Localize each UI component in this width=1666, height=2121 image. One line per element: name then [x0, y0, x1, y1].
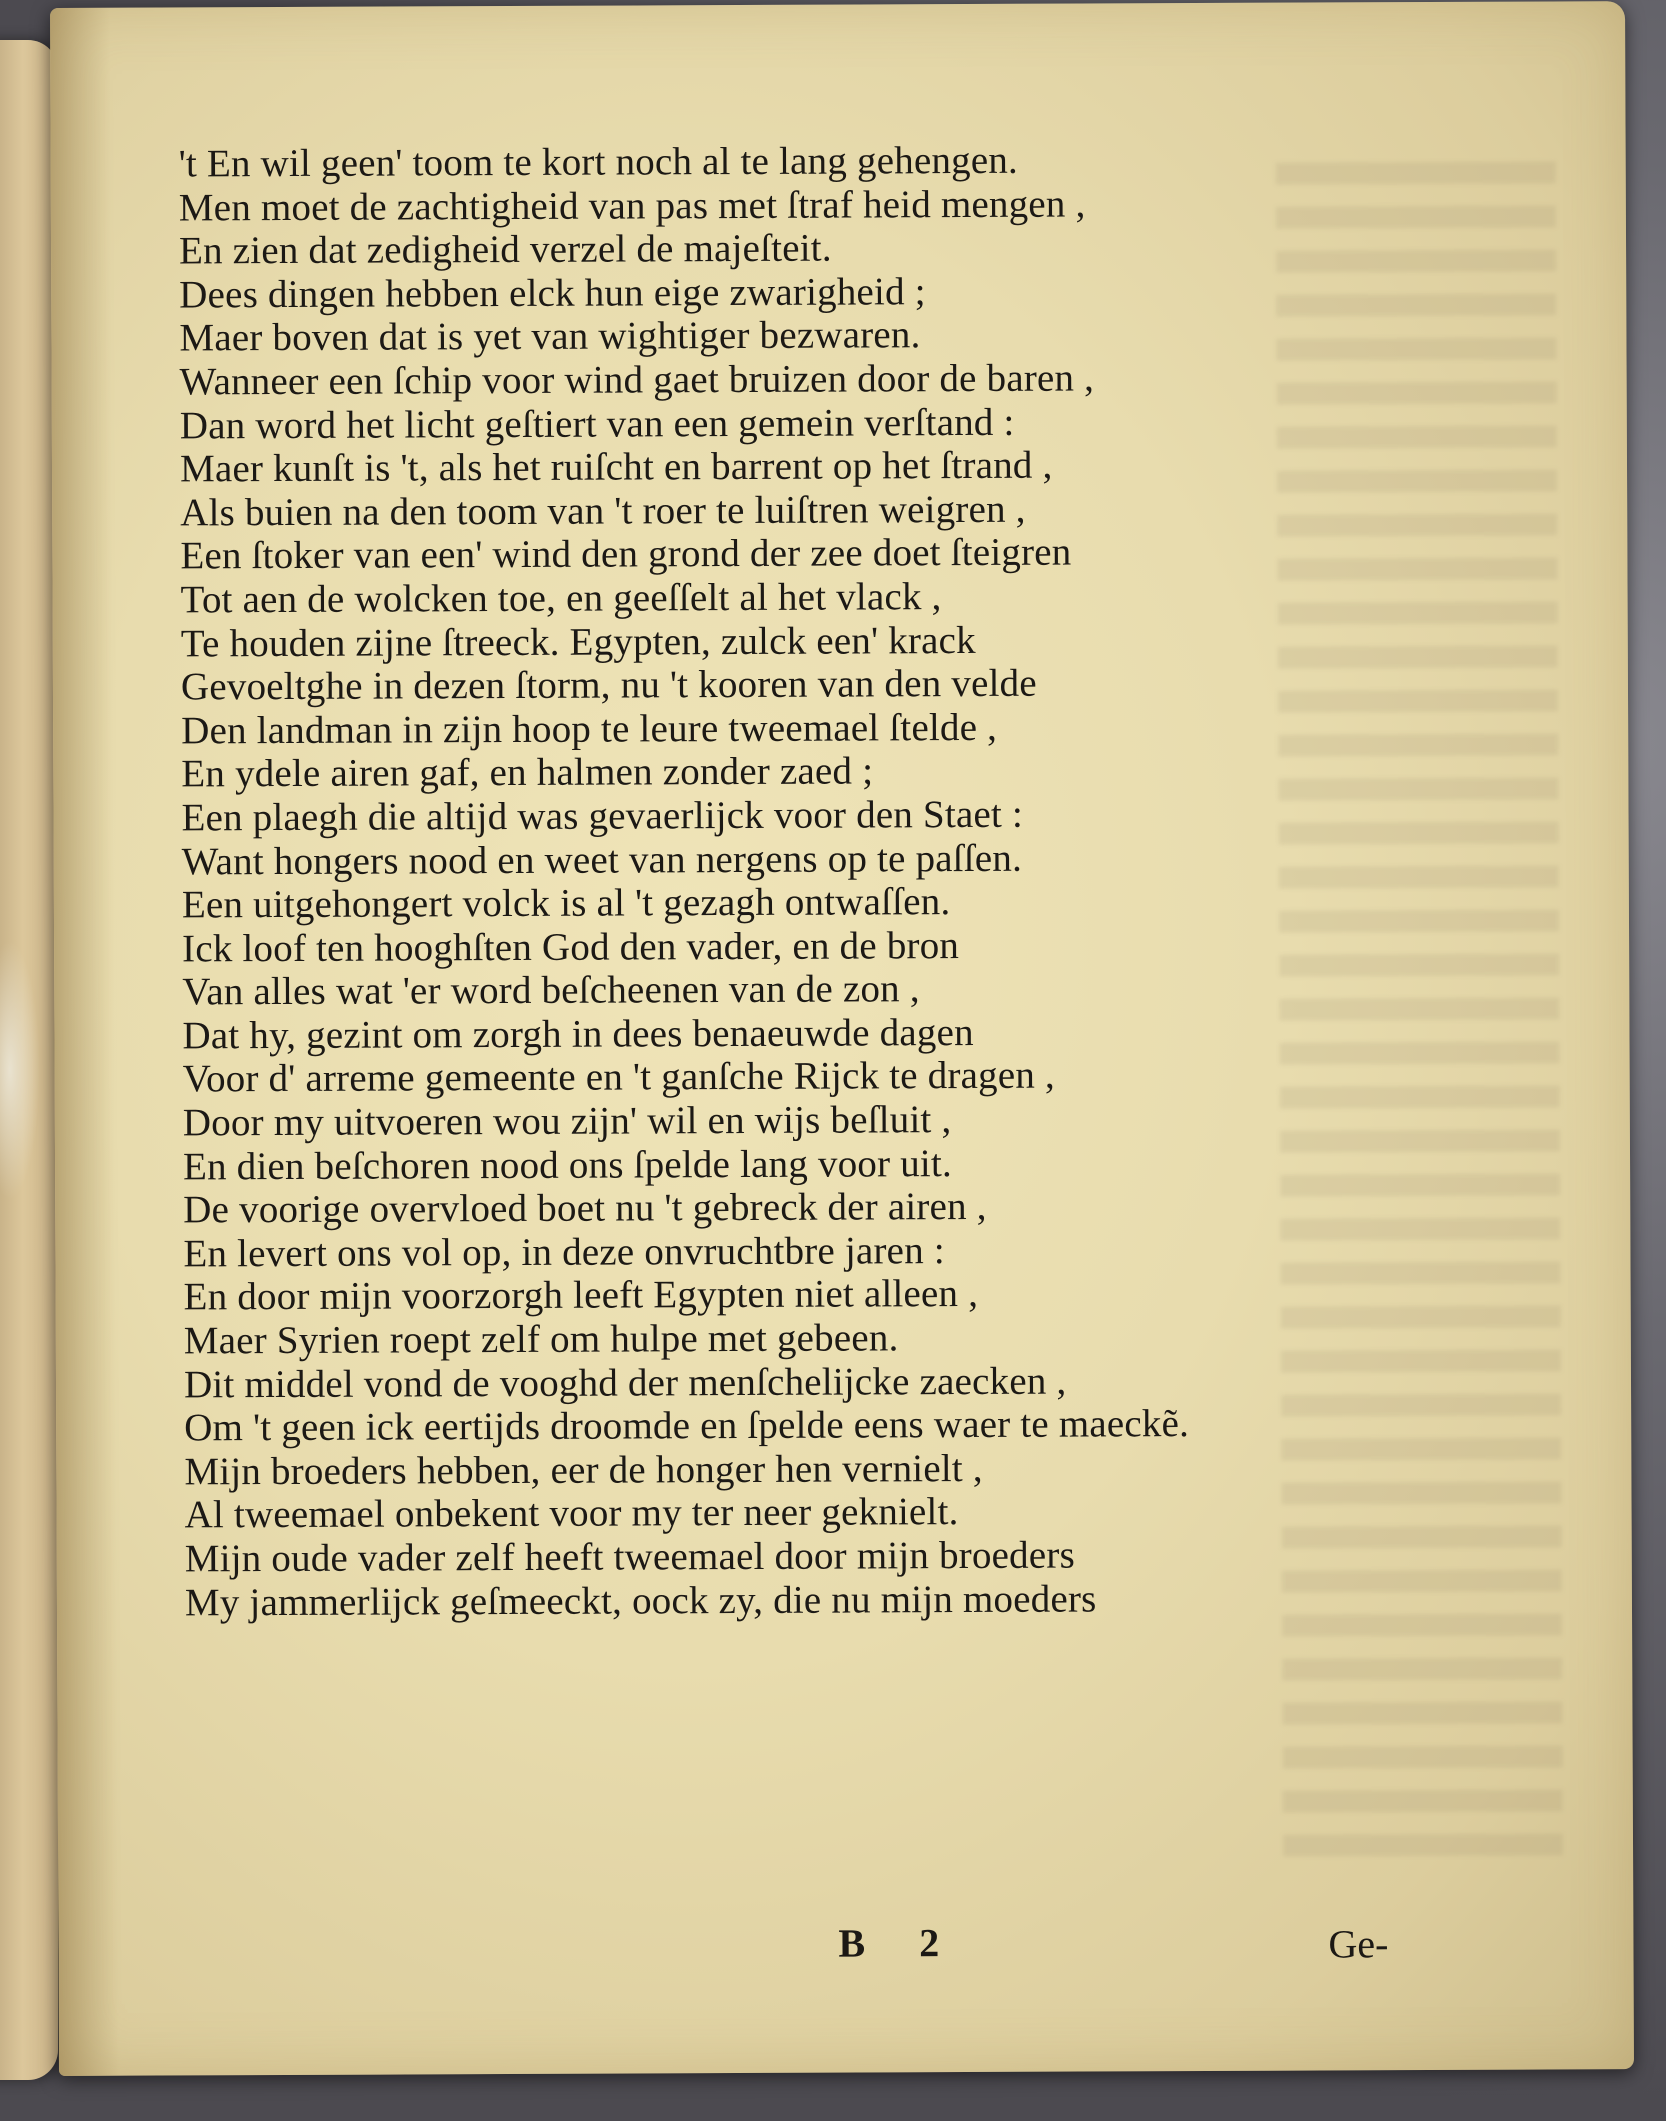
previous-page-edge	[0, 40, 58, 2080]
verse-line: Tot aen de wolcken toe, en geeſſelt al het vlack ,	[180, 575, 942, 622]
book-page	[50, 1, 1634, 2076]
verse-line: En zien dat zedigheid verzel de majeſteit.	[178, 226, 832, 273]
verse-line: En door mijn voorzorgh leeft Egypten niet alleen ,	[183, 1272, 979, 1319]
catchword: Ge-	[1328, 1921, 1389, 1967]
verse-line: Van alles wat 'er word beſcheenen van de zon ,	[182, 967, 920, 1014]
verse-line: En ydele airen gaf, en halmen zonder zaed ;	[181, 749, 874, 796]
verse-line: Want hongers nood en weet van nergens op te paſſen.	[181, 836, 1023, 883]
verse-line: Mijn broeders hebben, eer de honger hen vernielt ,	[184, 1446, 983, 1494]
verse-line: Door my uitvoeren wou zijn' wil en wijs beſluit ,	[182, 1098, 952, 1145]
verse-line: Den landman in zijn hoop te leure tweemael ſtelde ,	[181, 705, 998, 753]
verse-line: Maer kunſt is 't, als het ruiſcht en barrent op het ſtrand ,	[179, 443, 1053, 491]
verse-line: Dit middel vond de vooghd der menſchelijcke zaecken ,	[183, 1359, 1067, 1407]
verse-line: En dien beſchoren nood ons ſpelde lang voor uit.	[182, 1141, 952, 1189]
verse-line: Dan word het licht geſtiert van een gemein verſtand :	[179, 400, 1015, 447]
verse-line: Voor d' arreme gemeente en 't ganſche Rijck te dragen ,	[182, 1054, 1056, 1101]
verse-line: Mijn oude vader zelf heeft tweemael door mijn broeders	[184, 1533, 1075, 1581]
verse-line: Dees dingen hebben elck hun eige zwarigheid ;	[179, 269, 926, 317]
verse-line: Een plaegh die altijd was gevaerlijck voor den Staet :	[181, 792, 1024, 840]
verse-line: Te houden zijne ſtreeck. Egypten, zulck een' krack	[180, 618, 976, 665]
verse-line: 't En wil geen' toom te kort noch al te lang gehengen.	[178, 138, 1019, 186]
verse-line: Wanneer een ſchip voor wind gaet bruizen door de baren ,	[179, 356, 1095, 404]
verse-line: Ick loof ten hooghſten God den vader, en de bron	[182, 923, 960, 971]
page-gutter-shadow	[50, 8, 119, 2076]
verse-line: Gevoeltghe in dezen ſtorm, nu 't kooren van den velde	[180, 661, 1037, 709]
verse-line: My jammerlijck geſmeeckt, oock zy, die nu mijn moeders	[184, 1577, 1097, 1625]
verse-line: Een uitgehongert volck is al 't gezagh ontwaſſen.	[181, 880, 951, 927]
page-crease	[0, 940, 40, 1200]
verse-line: Een ſtoker van een' wind den grond der zee doet ſteigren	[180, 530, 1072, 578]
verse-line: Dat hy, gezint om zorgh in dees benaeuwde dagen	[182, 1010, 974, 1058]
verse-line: De voorige overvloed boet nu 't gebreck der airen ,	[183, 1185, 987, 1232]
verse-text-block	[179, 137, 1465, 1625]
signature-mark: B 2	[838, 1920, 962, 1966]
verse-line: Men moet de zachtigheid van pas met ſtraf heid mengen ,	[178, 182, 1086, 230]
verse-line: Maer Syrien roept zelf om hulpe met gebeen.	[183, 1316, 899, 1363]
verse-line: Al tweemael onbekent voor my ter neer geknielt.	[184, 1490, 959, 1537]
verse-line: Als buien na den toom van 't roer te luiſtren weigren ,	[180, 487, 1026, 535]
verse-line: Om 't geen ick eertijds droomde en ſpelde eens waer te maeckẽ.	[184, 1402, 1190, 1450]
verse-line: Maer boven dat is yet van wightiger bezwaren.	[179, 313, 921, 360]
verse-line: En levert ons vol op, in deze onvruchtbre jaren :	[183, 1228, 945, 1276]
